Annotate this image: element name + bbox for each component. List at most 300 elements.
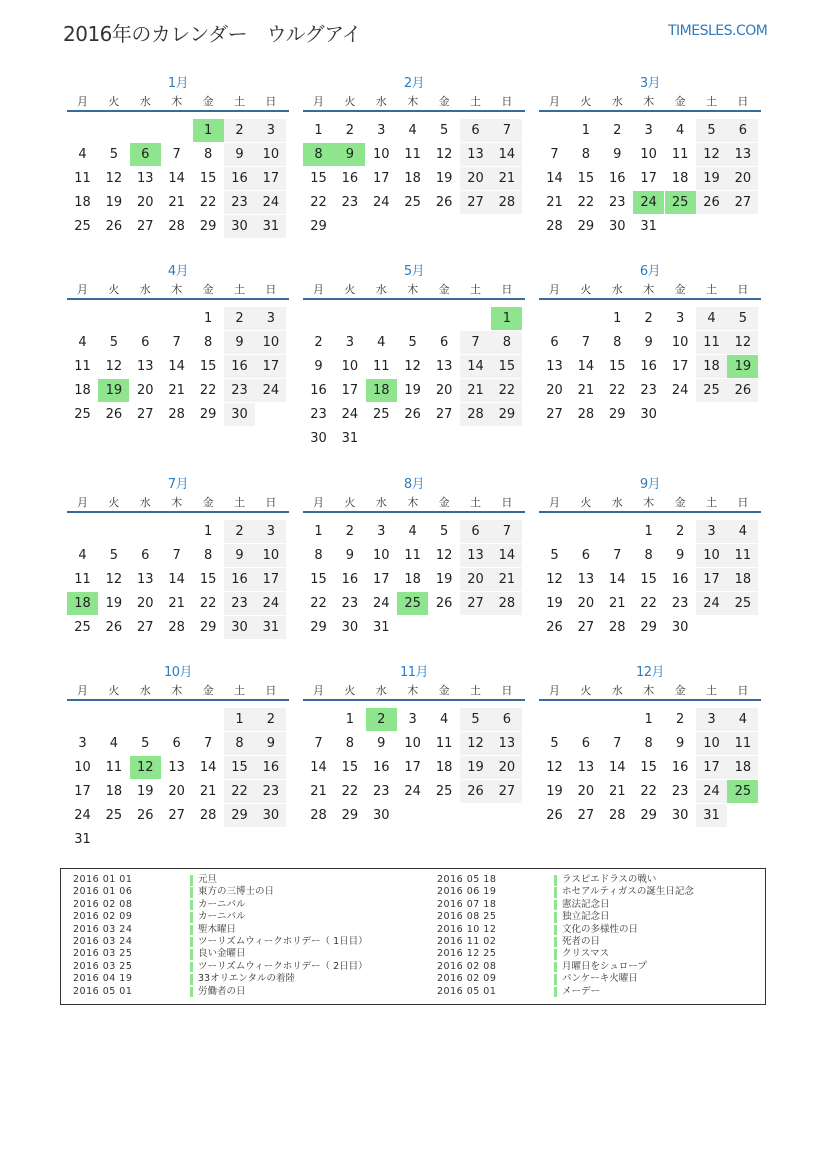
day-cell[interactable]: 23: [224, 592, 255, 615]
day-cell[interactable]: 17: [255, 568, 286, 591]
day-cell[interactable]: 15: [310, 171, 327, 186]
day-cell[interactable]: 10: [404, 736, 421, 751]
day-cell[interactable]: 5: [141, 736, 150, 751]
day-cell[interactable]: 28: [609, 808, 626, 823]
day-cell[interactable]: 16: [224, 568, 255, 591]
day-cell[interactable]: 1: [581, 123, 591, 138]
day-cell[interactable]: 6: [581, 736, 591, 751]
day-cell[interactable]: 2: [613, 123, 622, 138]
day-cell[interactable]: 9: [334, 143, 365, 166]
day-cell[interactable]: 6: [141, 335, 150, 350]
day-cell[interactable]: 3: [696, 708, 727, 731]
day-cell[interactable]: 11: [435, 736, 453, 751]
day-cell[interactable]: 7: [203, 736, 213, 751]
day-cell[interactable]: 17: [341, 383, 359, 398]
day-cell[interactable]: 10: [696, 544, 727, 567]
day-cell[interactable]: 17: [696, 568, 727, 591]
day-cell[interactable]: 28: [460, 403, 491, 426]
day-cell[interactable]: 6: [141, 548, 150, 563]
day-cell[interactable]: 13: [137, 572, 154, 587]
day-cell[interactable]: 20: [727, 167, 758, 190]
day-cell[interactable]: 19: [98, 379, 129, 402]
day-cell[interactable]: 25: [435, 784, 453, 799]
day-cell[interactable]: 24: [255, 592, 286, 615]
day-cell[interactable]: 14: [460, 355, 491, 378]
day-cell[interactable]: 5: [109, 335, 119, 350]
day-cell[interactable]: 9: [224, 331, 255, 354]
day-cell[interactable]: 21: [168, 383, 185, 398]
day-cell[interactable]: 22: [310, 596, 327, 611]
day-cell[interactable]: 21: [199, 784, 217, 799]
day-cell[interactable]: 19: [105, 596, 123, 611]
day-cell[interactable]: 10: [255, 143, 286, 166]
day-cell[interactable]: 14: [491, 544, 522, 567]
day-cell[interactable]: 6: [550, 335, 559, 350]
day-cell[interactable]: 12: [105, 359, 123, 374]
day-cell[interactable]: 27: [137, 407, 154, 422]
day-cell[interactable]: 24: [255, 379, 286, 402]
day-cell[interactable]: 15: [640, 572, 657, 587]
day-cell[interactable]: 5: [439, 524, 449, 539]
day-cell[interactable]: 11: [105, 760, 123, 775]
day-cell[interactable]: 2: [224, 119, 255, 142]
day-cell[interactable]: 28: [199, 808, 217, 823]
day-cell[interactable]: 28: [609, 620, 626, 635]
day-cell[interactable]: 30: [224, 616, 255, 639]
day-cell[interactable]: 3: [345, 335, 355, 350]
day-cell[interactable]: 24: [696, 780, 727, 803]
day-cell[interactable]: 22: [310, 195, 327, 210]
day-cell[interactable]: 23: [640, 383, 657, 398]
day-cell[interactable]: 3: [78, 736, 87, 751]
day-cell[interactable]: 23: [373, 784, 390, 799]
day-cell[interactable]: 25: [105, 808, 123, 823]
day-cell[interactable]: 18: [671, 171, 689, 186]
day-cell[interactable]: 7: [491, 119, 522, 142]
day-cell[interactable]: 26: [435, 195, 453, 210]
day-cell[interactable]: 13: [460, 143, 491, 166]
day-cell[interactable]: 26: [727, 379, 758, 402]
day-cell[interactable]: 5: [550, 548, 559, 563]
day-cell[interactable]: 26: [696, 191, 727, 214]
day-cell[interactable]: 12: [105, 572, 123, 587]
day-cell[interactable]: 23: [609, 195, 626, 210]
day-cell[interactable]: 13: [491, 732, 522, 755]
day-cell[interactable]: 14: [609, 572, 626, 587]
day-cell[interactable]: 20: [491, 756, 522, 779]
day-cell[interactable]: 5: [696, 119, 727, 142]
day-cell[interactable]: 13: [435, 359, 453, 374]
day-cell[interactable]: 16: [671, 760, 689, 775]
day-cell[interactable]: 28: [168, 219, 185, 234]
day-cell[interactable]: 14: [168, 171, 185, 186]
day-cell[interactable]: 21: [460, 379, 491, 402]
day-cell[interactable]: 11: [727, 544, 758, 567]
day-cell[interactable]: 23: [255, 780, 286, 803]
day-cell[interactable]: 19: [435, 572, 453, 587]
day-cell[interactable]: 24: [671, 383, 689, 398]
day-cell[interactable]: 17: [74, 784, 91, 799]
day-cell[interactable]: 15: [224, 756, 255, 779]
day-cell[interactable]: 29: [199, 620, 217, 635]
day-cell[interactable]: 4: [109, 736, 119, 751]
day-cell[interactable]: 25: [373, 407, 390, 422]
day-cell[interactable]: 4: [408, 123, 417, 138]
day-cell[interactable]: 23: [671, 784, 689, 799]
day-cell[interactable]: 14: [491, 143, 522, 166]
day-cell[interactable]: 19: [404, 383, 421, 398]
day-cell[interactable]: 3: [644, 123, 653, 138]
day-cell[interactable]: 11: [696, 331, 727, 354]
day-cell[interactable]: 2: [345, 524, 355, 539]
day-cell[interactable]: 7: [172, 335, 181, 350]
day-cell[interactable]: 12: [105, 171, 123, 186]
day-cell[interactable]: 15: [310, 572, 327, 587]
day-cell[interactable]: 13: [577, 572, 595, 587]
day-cell[interactable]: 1: [224, 708, 255, 731]
day-cell[interactable]: 9: [644, 335, 653, 350]
day-cell[interactable]: 13: [168, 760, 185, 775]
day-cell[interactable]: 31: [640, 219, 657, 234]
day-cell[interactable]: 27: [727, 191, 758, 214]
day-cell[interactable]: 10: [373, 548, 390, 563]
day-cell[interactable]: 6: [130, 143, 161, 166]
day-cell[interactable]: 27: [137, 219, 154, 234]
day-cell[interactable]: 14: [577, 359, 595, 374]
day-cell[interactable]: 6: [727, 119, 758, 142]
day-cell[interactable]: 7: [491, 520, 522, 543]
day-cell[interactable]: 23: [341, 195, 359, 210]
day-cell[interactable]: 7: [613, 548, 622, 563]
day-cell[interactable]: 22: [224, 780, 255, 803]
day-cell[interactable]: 9: [255, 732, 286, 755]
day-cell[interactable]: 1: [314, 524, 323, 539]
day-cell[interactable]: 7: [581, 335, 591, 350]
day-cell[interactable]: 20: [168, 784, 185, 799]
day-cell[interactable]: 8: [491, 331, 522, 354]
day-cell[interactable]: 23: [224, 379, 255, 402]
day-cell[interactable]: 25: [727, 780, 758, 803]
day-cell[interactable]: 21: [546, 195, 563, 210]
day-cell[interactable]: 24: [373, 596, 390, 611]
day-cell[interactable]: 4: [78, 335, 87, 350]
day-cell[interactable]: 11: [74, 359, 91, 374]
day-cell[interactable]: 22: [341, 784, 359, 799]
day-cell[interactable]: 1: [644, 524, 653, 539]
day-cell[interactable]: 29: [310, 620, 327, 635]
day-cell[interactable]: 26: [546, 808, 563, 823]
day-cell[interactable]: 19: [460, 756, 491, 779]
day-cell[interactable]: 1: [314, 123, 323, 138]
day-cell[interactable]: 14: [168, 572, 185, 587]
day-cell[interactable]: 25: [404, 195, 421, 210]
day-cell[interactable]: 6: [581, 548, 591, 563]
day-cell[interactable]: 10: [255, 331, 286, 354]
day-cell[interactable]: 26: [137, 808, 154, 823]
day-cell[interactable]: 5: [460, 708, 491, 731]
day-cell[interactable]: 16: [255, 756, 286, 779]
day-cell[interactable]: 24: [696, 592, 727, 615]
day-cell[interactable]: 26: [105, 219, 123, 234]
day-cell[interactable]: 7: [550, 147, 559, 162]
day-cell[interactable]: 25: [397, 592, 428, 615]
day-cell[interactable]: 17: [373, 171, 390, 186]
day-cell[interactable]: 17: [255, 167, 286, 190]
day-cell[interactable]: 20: [435, 383, 453, 398]
day-cell[interactable]: 20: [577, 784, 595, 799]
day-cell[interactable]: 1: [193, 119, 224, 142]
day-cell[interactable]: 25: [727, 592, 758, 615]
day-cell[interactable]: 28: [577, 407, 595, 422]
day-cell[interactable]: 26: [435, 596, 453, 611]
day-cell[interactable]: 21: [609, 596, 626, 611]
day-cell[interactable]: 27: [491, 780, 522, 803]
day-cell[interactable]: 21: [168, 596, 185, 611]
day-cell[interactable]: 5: [727, 307, 758, 330]
day-cell[interactable]: 25: [74, 219, 91, 234]
day-cell[interactable]: 24: [373, 195, 390, 210]
day-cell[interactable]: 30: [341, 620, 359, 635]
day-cell[interactable]: 22: [577, 195, 595, 210]
day-cell[interactable]: 20: [577, 596, 595, 611]
day-cell[interactable]: 8: [644, 736, 653, 751]
day-cell[interactable]: 7: [172, 147, 181, 162]
day-cell[interactable]: 21: [577, 383, 595, 398]
day-cell[interactable]: 12: [546, 572, 563, 587]
day-cell[interactable]: 8: [644, 548, 653, 563]
day-cell[interactable]: 5: [408, 335, 417, 350]
day-cell[interactable]: 20: [137, 596, 154, 611]
day-cell[interactable]: 30: [671, 620, 689, 635]
day-cell[interactable]: 4: [377, 335, 386, 350]
day-cell[interactable]: 14: [168, 359, 185, 374]
site-logo[interactable]: TIMESLES.COM: [668, 23, 768, 39]
day-cell[interactable]: 10: [255, 544, 286, 567]
day-cell[interactable]: 29: [609, 407, 626, 422]
day-cell[interactable]: 24: [341, 407, 359, 422]
day-cell[interactable]: 10: [696, 732, 727, 755]
day-cell[interactable]: 12: [130, 756, 161, 779]
day-cell[interactable]: 27: [137, 620, 154, 635]
day-cell[interactable]: 9: [224, 544, 255, 567]
day-cell[interactable]: 3: [675, 311, 685, 326]
day-cell[interactable]: 9: [613, 147, 622, 162]
day-cell[interactable]: 26: [546, 620, 563, 635]
day-cell[interactable]: 17: [404, 760, 421, 775]
day-cell[interactable]: 20: [137, 383, 154, 398]
day-cell[interactable]: 16: [341, 171, 359, 186]
day-cell[interactable]: 2: [644, 311, 653, 326]
day-cell[interactable]: 30: [224, 403, 255, 426]
day-cell[interactable]: 8: [203, 548, 213, 563]
day-cell[interactable]: 15: [199, 359, 217, 374]
day-cell[interactable]: 7: [172, 548, 181, 563]
day-cell[interactable]: 6: [439, 335, 449, 350]
day-cell[interactable]: 6: [172, 736, 181, 751]
day-cell[interactable]: 29: [491, 403, 522, 426]
day-cell[interactable]: 19: [546, 784, 563, 799]
day-cell[interactable]: 16: [224, 355, 255, 378]
day-cell[interactable]: 8: [203, 335, 213, 350]
day-cell[interactable]: 26: [105, 620, 123, 635]
day-cell[interactable]: 18: [74, 195, 91, 210]
day-cell[interactable]: 21: [609, 784, 626, 799]
day-cell[interactable]: 15: [199, 572, 217, 587]
day-cell[interactable]: 31: [696, 804, 727, 827]
day-cell[interactable]: 2: [224, 520, 255, 543]
day-cell[interactable]: 24: [633, 191, 664, 214]
day-cell[interactable]: 18: [74, 383, 91, 398]
day-cell[interactable]: 8: [314, 548, 323, 563]
day-cell[interactable]: 31: [255, 616, 286, 639]
day-cell[interactable]: 30: [255, 804, 286, 827]
day-cell[interactable]: 27: [168, 808, 185, 823]
day-cell[interactable]: 29: [199, 407, 217, 422]
day-cell[interactable]: 16: [640, 359, 657, 374]
day-cell[interactable]: 9: [377, 736, 386, 751]
day-cell[interactable]: 28: [546, 219, 563, 234]
day-cell[interactable]: 18: [435, 760, 453, 775]
day-cell[interactable]: 6: [491, 708, 522, 731]
day-cell[interactable]: 8: [345, 736, 355, 751]
day-cell[interactable]: 1: [613, 311, 622, 326]
day-cell[interactable]: 11: [74, 171, 91, 186]
day-cell[interactable]: 16: [671, 572, 689, 587]
day-cell[interactable]: 2: [255, 708, 286, 731]
day-cell[interactable]: 6: [460, 520, 491, 543]
day-cell[interactable]: 29: [199, 219, 217, 234]
day-cell[interactable]: 8: [203, 147, 213, 162]
day-cell[interactable]: 24: [255, 191, 286, 214]
day-cell[interactable]: 10: [74, 760, 91, 775]
day-cell[interactable]: 27: [460, 191, 491, 214]
day-cell[interactable]: 4: [727, 708, 758, 731]
day-cell[interactable]: 18: [67, 592, 98, 615]
day-cell[interactable]: 11: [404, 147, 421, 162]
day-cell[interactable]: 22: [640, 596, 657, 611]
day-cell[interactable]: 26: [460, 780, 491, 803]
day-cell[interactable]: 4: [727, 520, 758, 543]
day-cell[interactable]: 22: [199, 383, 217, 398]
day-cell[interactable]: 13: [577, 760, 595, 775]
day-cell[interactable]: 28: [168, 407, 185, 422]
day-cell[interactable]: 11: [404, 548, 421, 563]
day-cell[interactable]: 10: [373, 147, 390, 162]
day-cell[interactable]: 17: [255, 355, 286, 378]
day-cell[interactable]: 14: [546, 171, 563, 186]
day-cell[interactable]: 18: [696, 355, 727, 378]
day-cell[interactable]: 4: [408, 524, 417, 539]
day-cell[interactable]: 29: [577, 219, 595, 234]
day-cell[interactable]: 10: [671, 335, 689, 350]
day-cell[interactable]: 5: [109, 548, 119, 563]
day-cell[interactable]: 30: [373, 808, 390, 823]
day-cell[interactable]: 30: [640, 407, 657, 422]
day-cell[interactable]: 17: [373, 572, 390, 587]
day-cell[interactable]: 12: [696, 143, 727, 166]
day-cell[interactable]: 15: [199, 171, 217, 186]
day-cell[interactable]: 16: [310, 383, 327, 398]
day-cell[interactable]: 19: [696, 167, 727, 190]
day-cell[interactable]: 18: [105, 784, 123, 799]
day-cell[interactable]: 8: [224, 732, 255, 755]
day-cell[interactable]: 23: [341, 596, 359, 611]
day-cell[interactable]: 1: [345, 712, 355, 727]
day-cell[interactable]: 7: [314, 736, 323, 751]
day-cell[interactable]: 9: [675, 736, 685, 751]
day-cell[interactable]: 12: [546, 760, 563, 775]
day-cell[interactable]: 16: [341, 572, 359, 587]
day-cell[interactable]: 15: [577, 171, 595, 186]
day-cell[interactable]: 5: [550, 736, 559, 751]
day-cell[interactable]: 13: [137, 171, 154, 186]
day-cell[interactable]: 12: [404, 359, 421, 374]
day-cell[interactable]: 4: [439, 712, 449, 727]
day-cell[interactable]: 4: [78, 147, 87, 162]
day-cell[interactable]: 10: [341, 359, 359, 374]
day-cell[interactable]: 11: [727, 732, 758, 755]
day-cell[interactable]: 29: [224, 804, 255, 827]
day-cell[interactable]: 28: [168, 620, 185, 635]
day-cell[interactable]: 15: [491, 355, 522, 378]
day-cell[interactable]: 19: [435, 171, 453, 186]
day-cell[interactable]: 28: [491, 191, 522, 214]
day-cell[interactable]: 1: [203, 311, 213, 326]
day-cell[interactable]: 7: [613, 736, 622, 751]
day-cell[interactable]: 28: [491, 592, 522, 615]
day-cell[interactable]: 2: [224, 307, 255, 330]
day-cell[interactable]: 21: [491, 568, 522, 591]
day-cell[interactable]: 3: [255, 119, 286, 142]
day-cell[interactable]: 6: [460, 119, 491, 142]
day-cell[interactable]: 26: [105, 407, 123, 422]
day-cell[interactable]: 22: [199, 195, 217, 210]
day-cell[interactable]: 9: [224, 143, 255, 166]
day-cell[interactable]: 22: [609, 383, 626, 398]
day-cell[interactable]: 13: [546, 359, 563, 374]
day-cell[interactable]: 3: [255, 307, 286, 330]
day-cell[interactable]: 27: [546, 407, 563, 422]
day-cell[interactable]: 12: [460, 732, 491, 755]
day-cell[interactable]: 8: [581, 147, 591, 162]
day-cell[interactable]: 9: [314, 359, 323, 374]
day-cell[interactable]: 21: [168, 195, 185, 210]
day-cell[interactable]: 30: [671, 808, 689, 823]
day-cell[interactable]: 17: [696, 756, 727, 779]
day-cell[interactable]: 23: [310, 407, 327, 422]
day-cell[interactable]: 30: [224, 215, 255, 238]
day-cell[interactable]: 12: [435, 548, 453, 563]
day-cell[interactable]: 19: [137, 784, 154, 799]
day-cell[interactable]: 25: [74, 620, 91, 635]
day-cell[interactable]: 21: [310, 784, 327, 799]
day-cell[interactable]: 15: [609, 359, 626, 374]
day-cell[interactable]: 1: [203, 524, 213, 539]
day-cell[interactable]: 29: [341, 808, 359, 823]
day-cell[interactable]: 27: [577, 808, 595, 823]
day-cell[interactable]: 18: [366, 379, 397, 402]
day-cell[interactable]: 2: [675, 524, 685, 539]
day-cell[interactable]: 15: [341, 760, 359, 775]
day-cell[interactable]: 25: [74, 407, 91, 422]
day-cell[interactable]: 20: [137, 195, 154, 210]
day-cell[interactable]: 10: [640, 147, 657, 162]
day-cell[interactable]: 8: [303, 143, 334, 166]
day-cell[interactable]: 15: [640, 760, 657, 775]
day-cell[interactable]: 5: [439, 123, 449, 138]
day-cell[interactable]: 3: [408, 712, 417, 727]
day-cell[interactable]: 31: [341, 431, 359, 446]
